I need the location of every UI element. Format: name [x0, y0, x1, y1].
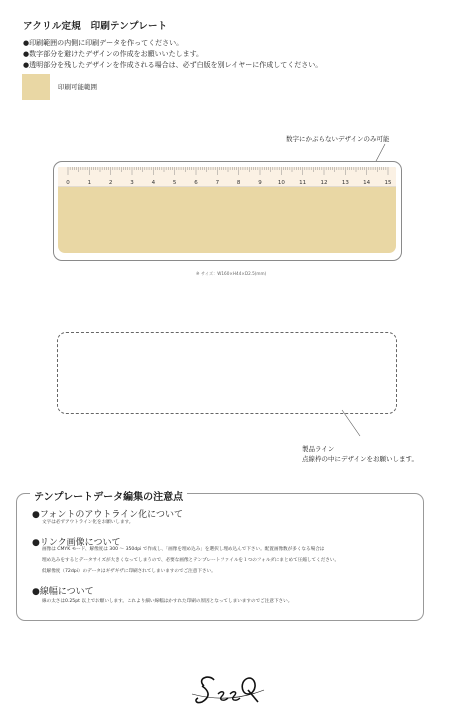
ruler-number: 1 [87, 180, 92, 186]
ruler-number: 13 [341, 180, 349, 186]
size-note: ※ サイズ：W160×H44×D2.5(mm) [196, 271, 267, 276]
product-line-leader [340, 408, 364, 438]
product-line-label [302, 444, 418, 464]
ruler-ticks [58, 167, 396, 187]
page-title: アクリル定規 印刷テンプレート [23, 21, 168, 32]
instruction-3: ●透明部分を残したデザインを作成される場合は、必ず白版を別レイヤーに作成してください。 [23, 61, 323, 69]
ruler-number: 14 [363, 180, 371, 186]
ruler-number: 3 [130, 180, 134, 186]
ruler-number: 0 [66, 180, 70, 186]
outline-section-title: ●フォントのアウトライン化について [32, 510, 183, 520]
ruler-number: 8 [236, 180, 241, 186]
ruler-number: 4 [151, 180, 156, 186]
ruler-outline [53, 161, 402, 261]
product-line-instruction: 点線枠の中にデザインをお願いします。 [302, 455, 419, 463]
line-width-section-title: ●線幅について [32, 587, 94, 597]
seeq-logo [188, 672, 268, 712]
ruler-number: 12 [320, 180, 328, 186]
instruction-1: ●印刷範囲の内側に印刷データを作ってください。 [23, 39, 184, 47]
notes-heading: テンプレートデータ編集の注意点 [30, 488, 187, 503]
ruler-number: 9 [258, 180, 262, 186]
ruler-number: 2 [108, 180, 113, 186]
ruler-number: 5 [172, 180, 177, 186]
ruler-number: 10 [277, 180, 285, 186]
ruler-number: 11 [299, 180, 307, 186]
link-image-section-title: ●リンク画像について [32, 538, 121, 548]
ruler-number: 6 [194, 180, 198, 186]
product-line-box [57, 332, 397, 414]
link-image-section-body-3: 低解像度（72dpi）のデータはギザギザに印刷されてしまいますのでご注意下さい。 [42, 569, 216, 574]
seeq-logo-mark [188, 672, 268, 712]
ruler-number: 15 [384, 180, 392, 186]
print-area [58, 167, 396, 253]
product-line-title: 製品ライン [302, 445, 335, 453]
numbers-note: 数字にかぶらないデザインのみ可能 [286, 135, 390, 143]
link-image-section-body-2: 埋め込みをするとデータサイズが大きくなってしまうので、必要な画像とテンプレートファイルを１つのフォルダにまとめて圧縮してください。 [42, 558, 340, 563]
link-image-section-body-1: 画像は CMYK モード、解像度は 300 ～ 350dpi で作成し、「画像を埋め込み」を選択し埋め込んで下さい。配置画像数が多くなる場合は [42, 547, 325, 552]
ruler-number: 7 [215, 180, 220, 186]
ruler-scale [58, 167, 396, 187]
line-width-section-body: 線の太さは0.25pt 以上でお願いします。これより細い線幅はかすれた印刷の原因となってしまいますのでご注意下さい。 [42, 599, 293, 604]
print-area-swatch [22, 74, 50, 100]
print-area-label: 印刷可能範囲 [58, 83, 97, 91]
outline-section-body: 文字は必ずアウトライン化をお願いします。 [42, 520, 134, 525]
instruction-2: ●数字部分を避けたデザインの作成をお願いいたします。 [23, 50, 204, 58]
